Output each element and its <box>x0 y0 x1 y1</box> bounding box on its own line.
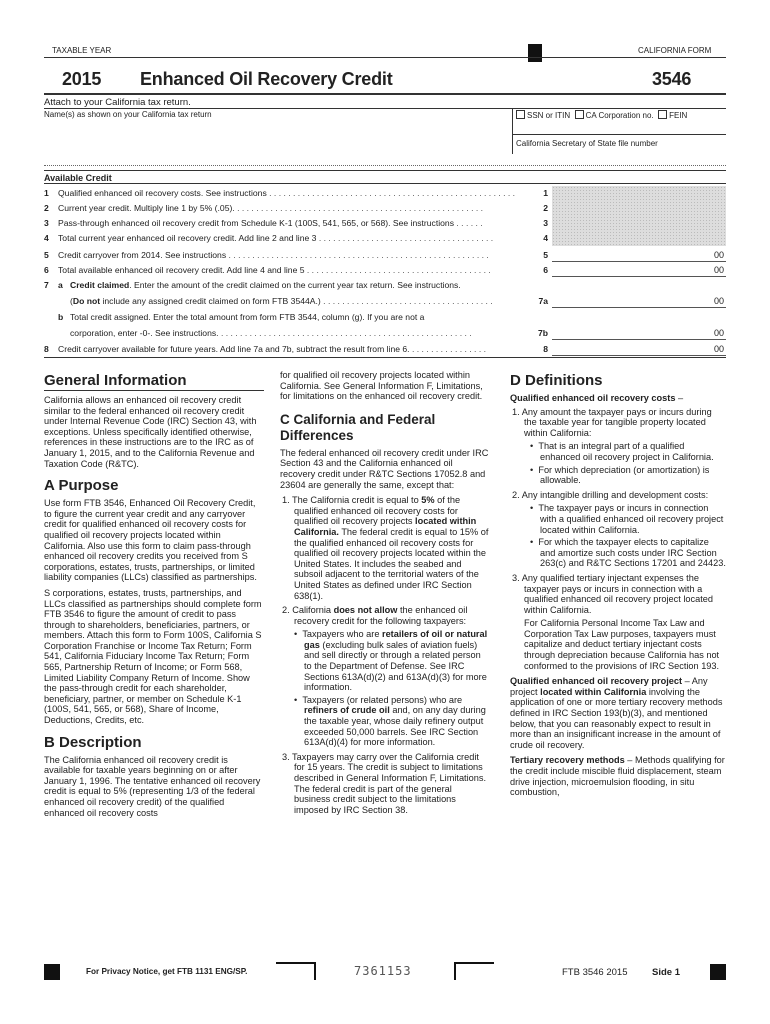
difference-item-1: 1. The California credit is equal to 5% of the qualified enhanced oil recovery costs for qualified oil recovery projects located within California. The federal credit is equal to 15% of the qualified enhanced oil recovery costs for qualified oil recovery projects located within the United States. It includes the seabed and subsoil adjacent to the territorial waters of the United States as defined under IRC Section 638(1). <box>282 495 489 601</box>
line-5-amount[interactable] <box>552 248 726 262</box>
credit-head-rule <box>44 183 726 184</box>
title-rule <box>44 93 726 95</box>
form-code: 7361153 <box>354 964 412 978</box>
line-3: 3 Pass-through enhanced oil recovery credit from Schedule K-1 (100S, 541, 565, or 568). See instructions . . . . . . <box>44 218 483 228</box>
privacy-notice: For Privacy Notice, get FTB 1131 ENG/SP. <box>86 967 248 976</box>
purpose-heading: A Purpose <box>44 477 119 495</box>
general-info-heading: General Information <box>44 372 264 391</box>
id-type-group <box>516 110 687 120</box>
line-8-amount[interactable] <box>552 342 726 356</box>
definition-1-bullet-1: • That is an integral part of a qualified enhanced oil recovery project in California. <box>530 441 714 462</box>
tax-year: 2015 <box>62 69 102 89</box>
credit-top-rule <box>44 170 726 171</box>
bullet-refiners: • Taxpayers (or related persons) who are refiners of crude oil and, on any day during the taxable year, whose daily refinery output exceeded 50,000 barrels. See IRC Section 613A(d)(4) for more information. <box>294 694 486 748</box>
california-form-label: CALIFORNIA FORM <box>638 46 712 55</box>
taxable-year-label: TAXABLE YEAR <box>52 46 112 55</box>
definition-item-2: 2. Any intangible drilling and development costs: <box>512 489 709 500</box>
line-3-ref: 3 <box>543 218 548 228</box>
description-text: The California enhanced oil recovery credit is available for taxable years beginning on or after January 1, 1996. The tentative enhanced oil recovery credit is equal to 5% (representing 1/3 of the federal enhanced oil recovery credit) of the qualified enhanced oil recovery costs <box>44 754 261 818</box>
corner-mark-left <box>276 962 316 980</box>
line-7b-amount[interactable] <box>552 326 726 340</box>
id-mid-rule <box>512 134 726 135</box>
definition-1-bullet-2: • For which depreciation (or amortization) is allowable. <box>530 464 710 486</box>
general-info-text: California allows an enhanced oil recovery credit similar to the federal enhanced oil recovery credit under Internal Revenue Code (IRC) Section 43, with exceptions. Unless specifically identified otherwise, references in these instructions are to the IRC as of January 1, 2015, and to the California Revenue and Taxation Code (R&TC). <box>44 395 257 469</box>
ca-corp-checkbox[interactable] <box>575 110 584 119</box>
definitions-heading: D Definitions <box>510 372 603 389</box>
registration-mark <box>528 44 542 62</box>
difference-item-3: 3. Taxpayers may carry over the California credit for 15 years. The credit is subject to limitations described in General Information F, Limitations. The federal credit is part of the general business credit subject to the limitations imposed by IRC Section 38. <box>282 751 487 815</box>
credit-bottom-rule <box>44 357 726 358</box>
definition-item-1: 1. Any amount the taxpayer pays or incurs during the taxable year for tangible property located within California: <box>512 406 712 438</box>
line-5-ref: 5 <box>543 250 548 260</box>
line-7a: (Do not include any assigned credit claimed on form FTB 3544A.) . . . . . . . . . . . . . . . . . . . . . . . . . . . . . . . . . . . . <box>70 296 493 306</box>
line-7b: corporation, enter -0-. See instructions. . . . . . . . . . . . . . . . . . . . . . . . . . . . . . . . . . . . . . . . . . . . . . . . . . . . . . <box>70 328 472 338</box>
line-2: 2 Current year credit. Multiply line 1 by 5% (.05). . . . . . . . . . . . . . . . . . . . . . . . . . . . . . . . . . . . . . . . . . . . . . . . . . . . . <box>44 203 484 213</box>
line-8: 8 Credit carryover available for future years. Add line 7a and 7b, subtract the result from line 6. . . . . . . . . . . . . . . . . <box>44 344 486 354</box>
ca-corp-label: CA Corporation no. <box>585 111 654 120</box>
line-7b-ref: 7b <box>537 328 548 338</box>
ssn-checkbox[interactable] <box>516 110 525 119</box>
line-6: 6 Total available enhanced oil recovery credit. Add line 4 and line 5 . . . . . . . . . . . . . . . . . . . . . . . . . . . . . . . . . . . . . . . <box>44 265 491 275</box>
line-6-cents: 00 <box>713 265 724 275</box>
description-heading: B Description <box>44 733 142 751</box>
ssn-label: SSN or ITIN <box>527 111 571 120</box>
definition-3-note: For California Personal Income Tax Law and Corporation Tax Law purposes, taxpayers must capitalize and deduct tertiary injectant costs through depreciation because California has not conformed to the provisions of IRC Section 193. <box>524 618 720 671</box>
definition-2-bullet-1: • The taxpayer pays or incurs in connection with a qualified enhanced oil recovery project located within California. <box>530 503 724 535</box>
fein-checkbox[interactable] <box>658 110 667 119</box>
column-2 <box>280 370 490 818</box>
names-top-rule <box>44 108 726 109</box>
footer-form-id: FTB 3546 2015 <box>562 967 628 978</box>
form-number: 3546 <box>652 69 692 89</box>
purpose-text-1: Use form FTB 3546, Enhanced Oil Recovery Credit, to figure the current year credit and any carryover credit for qualified enhanced oil recovery costs for qualified oil recovery projects located within California. Also use this form to claim pass-through enhanced oil recovery credits you received from S corporations, estates, trusts, partnerships, or limited liability companies (LLCs) classified as partnerships. <box>44 498 257 583</box>
footer-mark-right <box>710 964 726 980</box>
id-divider <box>512 108 513 154</box>
bullet-retailers: • Taxpayers who are retailers of oil or natural gas (excluding bulk sales of aviation fuels) and sell directly or through a related person to the Department of Defense. See IRC Sections 613A(d)(2) and 613A(d)(3) for more information. <box>294 629 488 693</box>
trm-definition: Tertiary recovery methods – Methods qualifying for the credit include miscible fluid displacement, steam drive injection, microemulsion flooding, in situ combustion, <box>510 755 725 798</box>
line-6-amount[interactable] <box>552 263 726 277</box>
continued-text: for qualified oil recovery projects located within California. See General Information F, Limitations, for limitations on the enhanced oil recovery credit. <box>280 370 483 402</box>
form-title: Enhanced Oil Recovery Credit <box>140 69 393 89</box>
line-5: 5 Credit carryover from 2014. See instructions . . . . . . . . . . . . . . . . . . . . . . . . . . . . . . . . . . . . . . . . . . . . . . . . . . . . . . . <box>44 250 489 260</box>
line-4: 4 Total current year enhanced oil recovery credit. Add line 2 and line 3 . . . . . . . . . . . . . . . . . . . . . . . . . . . . . . . . . . . . . <box>44 233 494 243</box>
line-8-cents: 00 <box>713 344 724 354</box>
attach-note: Attach to your California tax return. <box>44 97 191 108</box>
purpose-text-2: S corporations, estates, trusts, partnerships, and LLCs classified as partnerships should complete form FTB 3546 to figure the amount of credit to pass through to shareholders, beneficiaries, partners, or members. Attach this form to Form 100S, California S Corporation Franchise or Income Tax Return; Form 541, California Fiduciary Income Tax Return; Form 565, Partnership Return of Income; or Form 568, Limited Liability Company Return of Income. Show the pass-through credit for each shareholder, beneficiary, partner, or member on Schedule K-1 (100S, 541, 565, or 568), Share of Income, Deductions, Credits, etc. <box>44 587 262 726</box>
fein-label: FEIN <box>669 111 688 120</box>
footer-mark-left <box>44 964 60 980</box>
definition-item-3: 3. Any qualified tertiary injectant expenses the taxpayer pays or incurs in connection with a qualified enhanced oil recovery project located within California. <box>512 572 713 615</box>
line-7a-amount[interactable] <box>552 294 726 308</box>
top-rule <box>44 57 726 58</box>
line-7b-desc: b Total credit assigned. Enter the total amount from form FTB 3544, column (g). If you are not a <box>58 312 425 322</box>
line-7a-cents: 00 <box>713 296 724 306</box>
difference-item-2: 2. California does not allow the enhanced oil recovery credit for the following taxpayers: <box>282 605 468 626</box>
name-entry-field[interactable] <box>44 158 726 166</box>
line-7a-ref: 7a <box>538 296 548 306</box>
qeorc-term: Qualified enhanced oil recovery costs – <box>510 393 684 403</box>
qeorp-definition: Qualified enhanced oil recovery project – Any project located within California involving the application of one or more tertiary recovery methods defined in IRC Section 193(b)(3), and mentioned below, that you can reasonably expect to result in more than an insignificant increase in the amount of crude oil recovery. <box>510 676 723 750</box>
line-1-ref: 1 <box>543 188 548 198</box>
corner-mark-right <box>454 962 494 980</box>
column-3 <box>510 364 726 803</box>
differences-intro: The federal enhanced oil recovery credit under IRC Section 43 and the California enhanced oil recovery credit under R&TC Sections 17052.8 and 23604 are generally the same, except that: <box>280 447 489 490</box>
line-7a-desc: 7 a Credit claimed. Enter the amount of the credit claimed on the current year tax return. See instructions. <box>44 280 461 290</box>
line-4-ref: 4 <box>543 233 548 243</box>
definition-2-bullet-2: • For which the taxpayer elects to capitalize and amortize such costs under IRC Section 263(c) and R&TC Sections 17201 and 24423. <box>530 537 726 569</box>
column-1 <box>44 364 264 823</box>
differences-heading: C California and Federal Differences <box>280 411 436 443</box>
names-label: Name(s) as shown on your California tax return <box>44 110 212 119</box>
line-8-ref: 8 <box>543 344 548 354</box>
shaded-area <box>552 186 726 246</box>
line-2-ref: 2 <box>543 203 548 213</box>
line-6-ref: 6 <box>543 265 548 275</box>
line-5-cents: 00 <box>713 250 724 260</box>
line-1: 1 Qualified enhanced oil recovery costs. See instructions . . . . . . . . . . . . . . . . . . . . . . . . . . . . . . . . . . . . . . . . . . . . . . . . . . . . <box>44 188 516 198</box>
footer-side: Side 1 <box>652 967 680 978</box>
sos-label: California Secretary of State file number <box>516 139 658 148</box>
line-7b-cents: 00 <box>713 328 724 338</box>
available-credit-heading: Available Credit <box>44 173 112 183</box>
